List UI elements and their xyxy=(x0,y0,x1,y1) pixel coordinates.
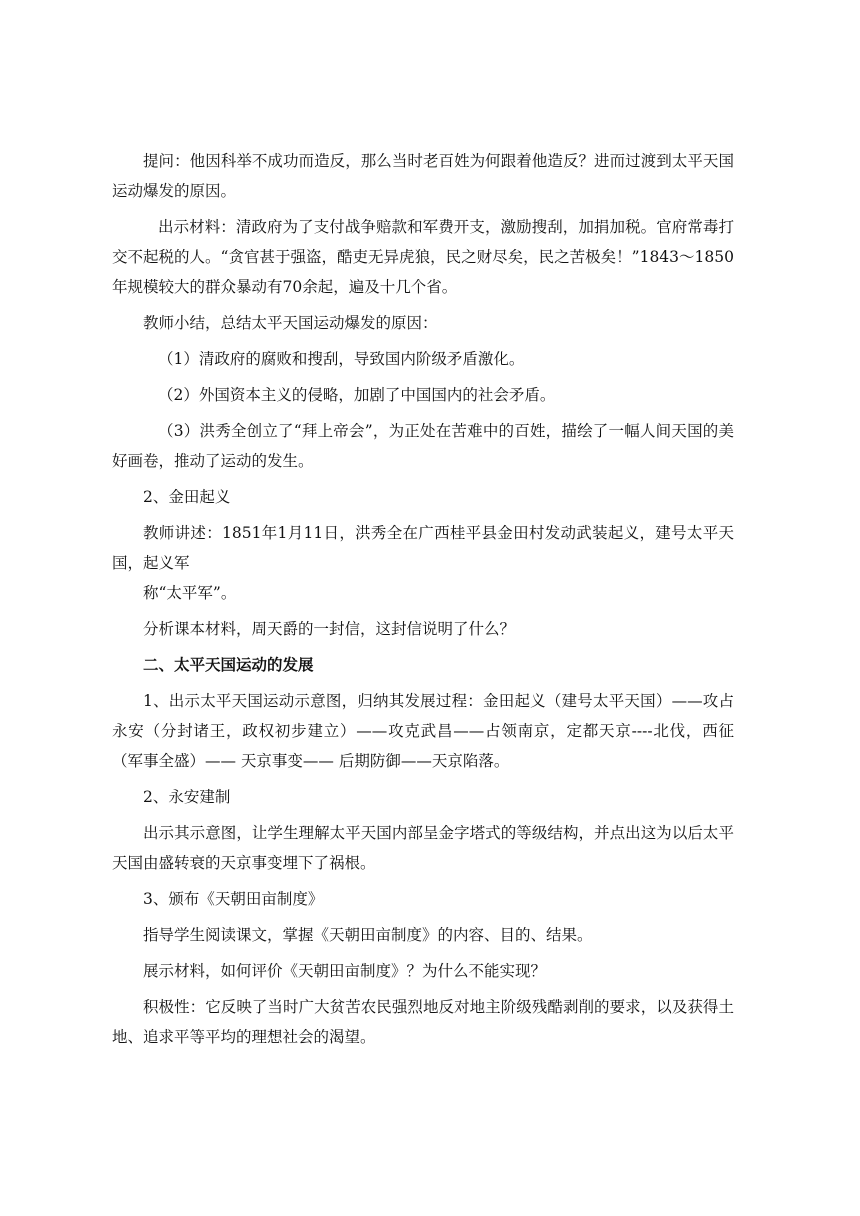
cause-item-2: （2）外国资本主义的侵略，加剧了中国国内的社会矛盾。 xyxy=(158,386,556,404)
teacher-narration-continued: 称“太平军”。 xyxy=(143,584,237,602)
document-body xyxy=(112,146,734,1058)
teacher-narration: 教师讲述：1851年1月11日，洪秀全在广西桂平县金田村发动武装起义，建号太平天国，起义军 xyxy=(112,524,734,572)
positive-significance: 积极性：它反映了当时广大贫苦农民强烈地反对地主阶级残酷剥削的要求，以及获得土地、追求平等平均的理想社会的渴望。 xyxy=(112,998,734,1046)
yongan-explanation: 出示其示意图，让学生理解太平天国内部呈金字塔式的等级结构，并点出这为以后太平天国由盛转衰的天京事变埋下了祸根。 xyxy=(112,824,734,872)
summary-intro: 教师小结，总结太平天国运动爆发的原因： xyxy=(143,314,438,332)
section-jintian-uprising: 2、金田起义 xyxy=(143,488,231,506)
cause-item-1: （1）清政府的腐败和搜刮，导致国内阶级矛盾激化。 xyxy=(158,350,525,368)
cause-item-3: （3）洪秀全创立了“拜上帝会”，为正处在苦难中的百姓，描绘了一幅人间天国的美好画卷，推动了运动的发生。 xyxy=(112,422,734,470)
section-land-system: 3、颁布《天朝田亩制度》 xyxy=(143,890,324,908)
reading-guidance: 指导学生阅读课文，掌握《天朝田亩制度》的内容、目的、结果。 xyxy=(143,926,593,944)
section-yongan-system: 2、永安建制 xyxy=(143,788,231,806)
question-paragraph: 提问：他因科举不成功而造反，那么当时老百姓为何跟着他造反？进而过渡到太平天国运动爆发的原因。 xyxy=(112,152,734,200)
material-paragraph: 出示材料：清政府为了支付战争赔款和军费开支，激励搜刮，加捐加税。官府常毒打交不起税的人。“贪官甚于强盗，酷吏无异虎狼，民之财尽矣，民之苦极矣！”1843～1850年规模较大的群众暴动有70余起，遍及十几个省。 xyxy=(112,218,734,296)
analysis-question: 分析课本材料，周天爵的一封信，这封信说明了什么？ xyxy=(143,620,516,638)
section-heading-development: 二、太平天国运动的发展 xyxy=(143,656,314,674)
evaluation-question: 展示材料，如何评价《天朝田亩制度》？为什么不能实现？ xyxy=(143,962,547,980)
development-process: 1、出示太平天国运动示意图，归纳其发展过程：金田起义（建号太平天国）——攻占永安（分封诸王，政权初步建立）——攻克武昌——占领南京，定都天京----北伐，西征（军事全盛）—— 天京事变—— 后期防御——天京陷落。 xyxy=(112,692,734,770)
